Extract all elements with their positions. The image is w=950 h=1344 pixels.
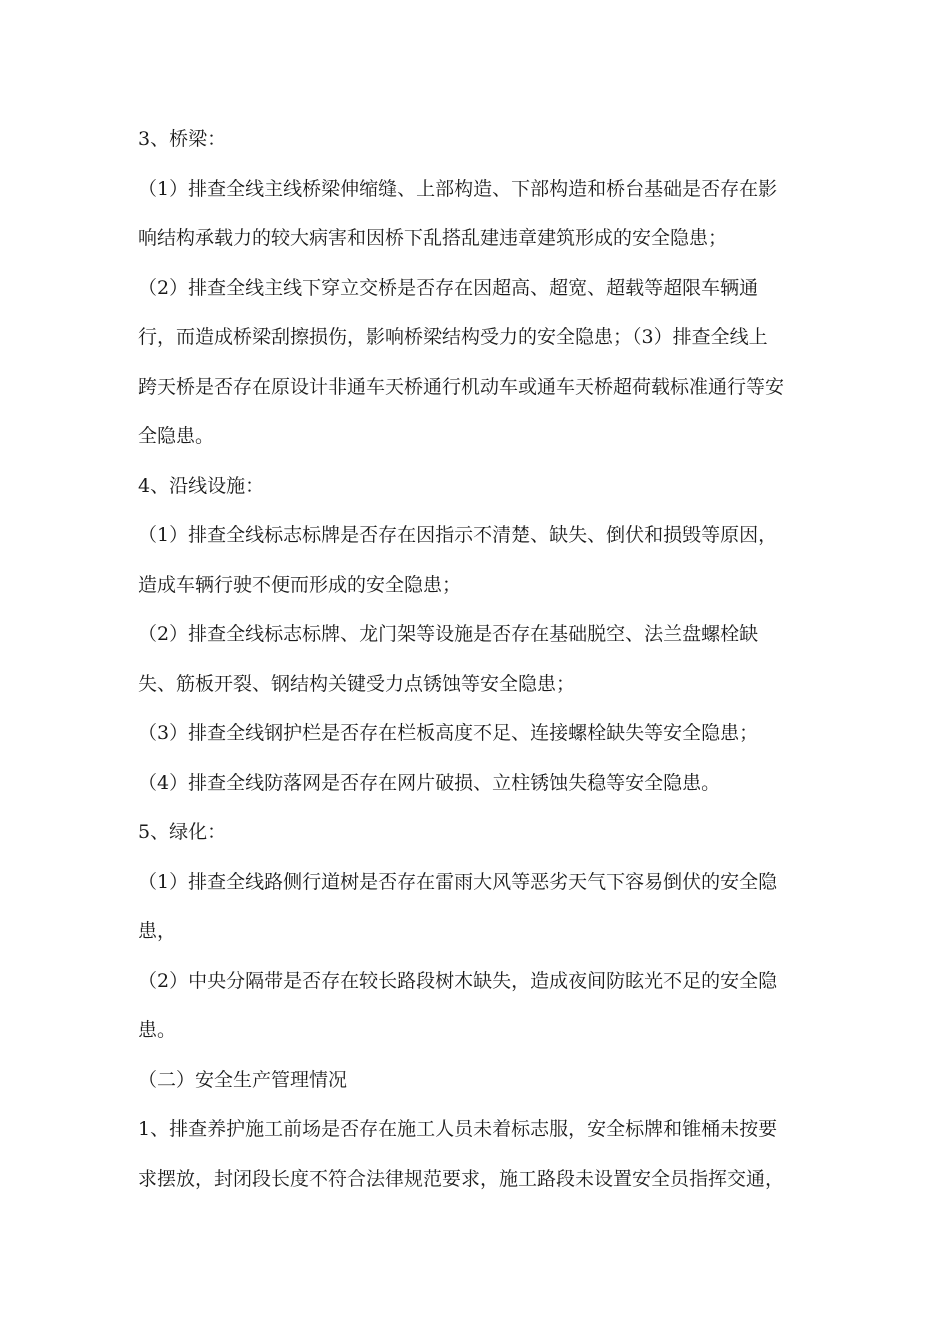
paragraph — [138, 622, 828, 697]
text-line: （2）中央分隔带是否存在较长路段树木缺失，造成夜间防眩光不足的安全隐 — [138, 969, 778, 992]
paragraph — [138, 474, 828, 499]
paragraph — [138, 523, 828, 598]
paragraph — [138, 771, 828, 796]
text-line: （1）排查全线主线桥梁伸缩缝、上部构造、下部构造和桥台基础是否存在影 — [138, 177, 778, 200]
paragraph — [138, 276, 828, 450]
text-line: 1、排查养护施工前场是否存在施工人员未着标志服，安全标牌和锥桶未按要 — [138, 1118, 778, 1140]
text-line: （2）排查全线主线下穿立交桥是否存在因超高、超宽、超载等超限车辆通 — [138, 276, 759, 299]
text-line: 全隐患。 — [138, 425, 215, 447]
paragraph — [138, 820, 828, 845]
text-line: 4、沿线设施： — [138, 474, 265, 497]
paragraph — [138, 870, 828, 945]
text-line: 响结构承载力的较大病害和因桥下乱搭乱建违章建筑形成的安全隐患； — [138, 227, 728, 249]
text-line: （1）排查全线标志标牌是否存在因指示不清楚、缺失、倒伏和损毁等原因， — [138, 524, 778, 546]
text-line: 患， — [138, 920, 177, 942]
paragraph — [138, 1117, 828, 1192]
paragraph — [138, 127, 828, 152]
text-line: 3、桥梁： — [138, 128, 227, 150]
text-line: 患。 — [138, 1019, 177, 1041]
text-line: （4）排查全线防落网是否存在网片破损、立柱锈蚀失稳等安全隐患。 — [138, 771, 721, 794]
paragraph — [138, 969, 828, 1044]
text-line: （2）排查全线标志标牌、龙门架等设施是否存在基础脱空、法兰盘螺栓缺 — [138, 623, 759, 645]
text-line: （3）排查全线钢护栏是否存在栏板高度不足、连接螺栓缺失等安全隐患； — [138, 722, 759, 744]
paragraph — [138, 177, 828, 252]
text-line: 求摆放，封闭段长度不符合法律规范要求，施工路段未设置安全员指挥交通， — [138, 1167, 785, 1190]
text-line: 跨天桥是否存在原设计非通车天桥通行机动车或通车天桥超荷载标准通行等安 — [138, 375, 785, 398]
text-line: （1）排查全线路侧行道树是否存在雷雨大风等恶劣天气下容易倒伏的安全隐 — [138, 870, 778, 893]
text-line: 5、绿化： — [138, 821, 227, 843]
text-line: 行，而造成桥梁刮擦损伤，影响桥梁结构受力的安全隐患；（3）排查全线上 — [138, 326, 768, 348]
document-body — [138, 127, 828, 1216]
text-line: 失、筋板开裂、钢结构关键受力点锈蚀等安全隐患； — [138, 672, 576, 695]
text-line: （二）安全生产管理情况 — [138, 1068, 348, 1091]
paragraph — [138, 721, 828, 746]
text-line: 造成车辆行驶不便而形成的安全隐患； — [138, 573, 462, 596]
paragraph — [138, 1068, 828, 1093]
